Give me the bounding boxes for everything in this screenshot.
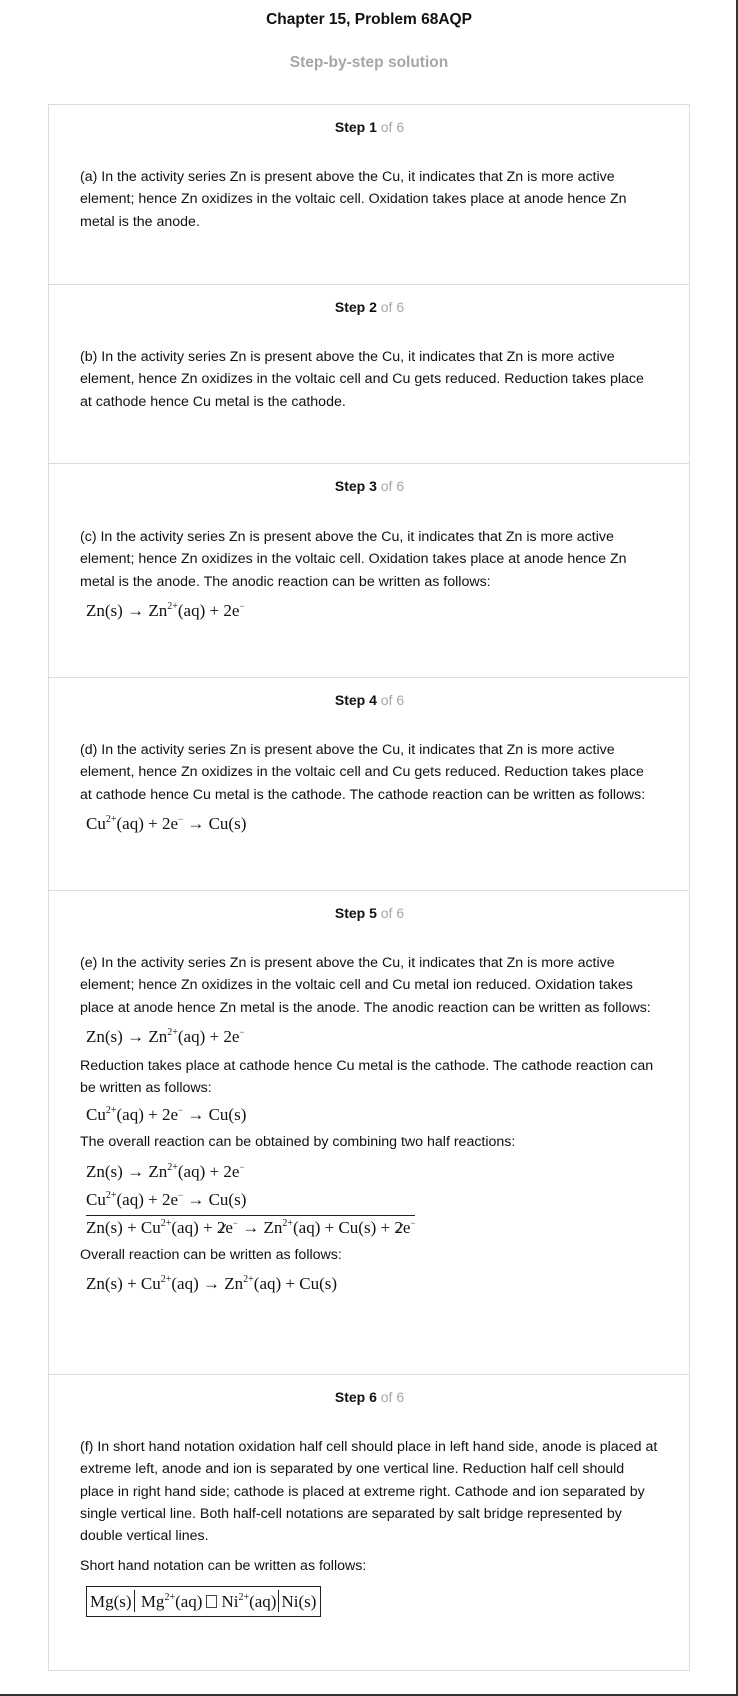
overall-equation: $Zn(s) + Cu^{2+}(aq) \to Zn^{2+}(aq) + Cu(s)$ [86, 1274, 338, 1294]
step-5-cathodic-equation: $Cu^{2+}(aq) + 2e^- \to Cu(s)$ [86, 1105, 247, 1125]
step-4-text: (d) In the activity series Zn is present above the Cu, it indicates that Zn is more active element, hence Zn oxidizes in the voltaic cell and Cu gets reduced. Reduction takes place at cathode hence Cu metal is the cathode. The cathode reaction can be written as follows: [80, 742, 646, 803]
step-3-header: Step 3 of 6 [334, 478, 405, 494]
step-3-text: (c) In the activity series Zn is present above the Cu, it indicates that Zn is more active element; hence Zn oxidizes in the voltaic cell. Oxidation takes place at anode hence Zn metal is the anode. The anodic reaction can be written as follows: [80, 529, 627, 590]
salt-bridge-icon [206, 1595, 217, 1608]
anodic-equation: $Zn(s) \to Zn^{2+}(aq) + 2e^-$ [86, 600, 245, 620]
step-6-header: Step 6 of 6 [334, 1389, 405, 1405]
step-4 [49, 678, 689, 891]
step-6-text: (f) In short hand notation oxidation half cell should place in left hand side, anode is placed at extreme left, anode and ion is separated by one vertical line. Reduction half cell should place in right hand side; cathode is placed at extreme right. Cathode and ion separated by single vertical line. Both half-cell notations are separated by salt bridge represented by double vertical lines. [80, 1439, 658, 1545]
step-1-header: Step 1 of 6 [334, 119, 405, 135]
step-5-text-4: Overall reaction can be written as follows: [80, 1246, 342, 1263]
step-2-text: (b) In the activity series Zn is present above the Cu, it indicates that Zn is more active element, hence Zn oxidizes in the voltaic cell and Cu gets reduced. Reduction takes place at cathode hence Cu metal is the cathode. [80, 349, 644, 410]
half-reaction-1: $Zn(s) \to Zn^{2+}(aq) + 2e^-$ [86, 1161, 245, 1181]
cell-notation: Mg(s) $Mg^{2+}(aq)$ $Ni^{2+}(aq)$ Ni(s) [86, 1586, 321, 1617]
step-1-text: (a) In the activity series Zn is present above the Cu, it indicates that Zn is more active element; hence Zn oxidizes in the voltaic cell. Oxidation takes place at anode hence Zn metal is the anode. [80, 169, 627, 230]
step-1 [49, 105, 689, 285]
step-5 [49, 891, 689, 1375]
step-2 [49, 285, 689, 464]
step-5-text: (e) In the activity series Zn is present above the Cu, it indicates that Zn is more active element; hence Zn oxidizes in the voltaic cell and Cu metal ion reduced. Oxidation takes place at anode hence Zn metal is the anode. The anodic reaction can be written as follows: [80, 955, 651, 1016]
overall-sum-equation: $Zn(s) + Cu^{2+}(aq) + 2e^- \to Zn^{2+}(aq) + Cu(s) + 2e^-$ [80, 1215, 659, 1238]
page-subtitle: Step-by-step solution [289, 54, 449, 71]
cathodic-equation: $Cu^{2+}(aq) + 2e^- \to Cu(s)$ [86, 813, 247, 833]
half-reaction-2: $Cu^{2+}(aq) + 2e^- \to Cu(s)$ [86, 1189, 247, 1209]
cell-notation-wrapper [80, 1586, 659, 1617]
step-5-anodic-equation: $Zn(s) \to Zn^{2+}(aq) + 2e^-$ [86, 1026, 245, 1046]
step-5-text-2: Reduction takes place at cathode hence Cu metal is the cathode. The cathode reaction can be written as follows: [80, 1057, 654, 1097]
step-2-header: Step 2 of 6 [334, 299, 405, 315]
page-title: Chapter 15, Problem 68AQP [266, 11, 472, 28]
step-5-header: Step 5 of 6 [334, 905, 405, 921]
step-5-text-3: The overall reaction can be obtained by combining two half reactions: [80, 1134, 516, 1151]
step-4-header: Step 4 of 6 [334, 692, 405, 708]
solution-panel [48, 104, 690, 1671]
step-6-text-2: Short hand notation can be written as follows: [80, 1558, 367, 1575]
step-6 [49, 1375, 689, 1670]
step-3 [49, 464, 689, 678]
